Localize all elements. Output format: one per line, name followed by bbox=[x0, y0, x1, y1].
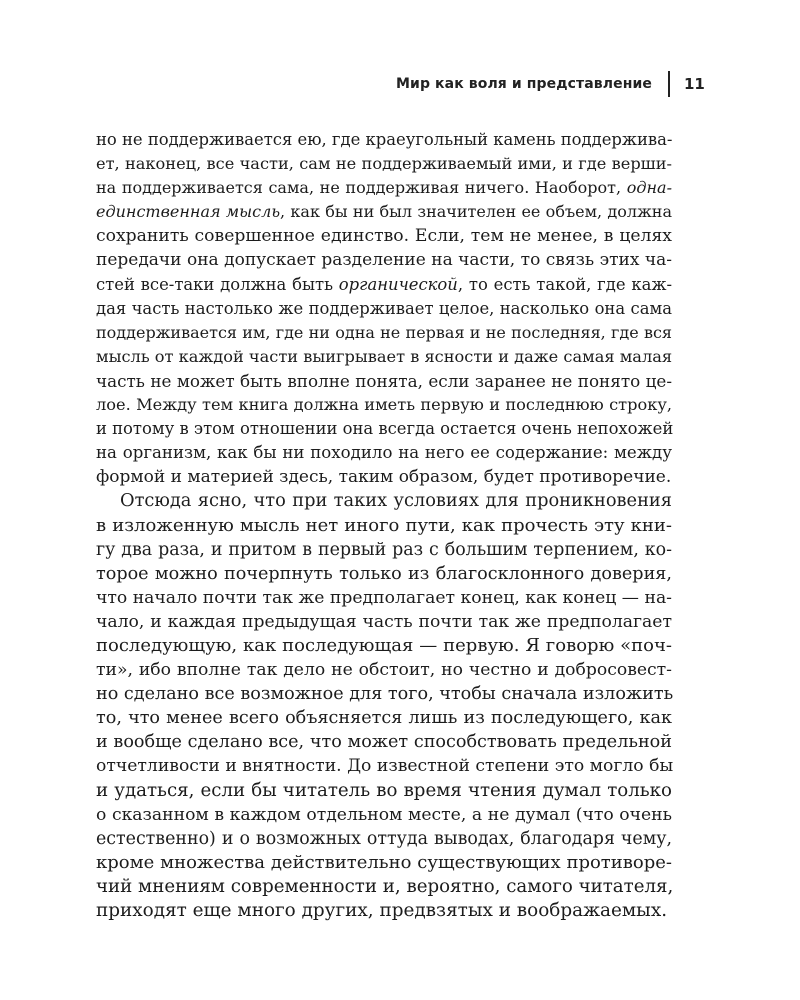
text-run: и потому в этом отношении она всегда остается очень непохожей bbox=[96, 419, 674, 439]
text-line bbox=[96, 176, 672, 200]
text-line bbox=[96, 489, 672, 513]
text-line bbox=[96, 538, 672, 562]
text-line bbox=[96, 803, 672, 827]
running-title: Мир как воля и представление bbox=[396, 76, 652, 92]
text-line bbox=[96, 610, 672, 634]
text-line bbox=[96, 224, 672, 248]
text-run: лое. Между тем книга должна иметь первую и последнюю строку, bbox=[96, 395, 672, 415]
text-run: сохранить совершенное единство. Если, тем не менее, в целях bbox=[96, 226, 672, 247]
text-line bbox=[96, 730, 672, 754]
text-line bbox=[96, 465, 672, 489]
text-line bbox=[96, 152, 672, 176]
text-line bbox=[96, 417, 672, 441]
text-line bbox=[96, 297, 672, 321]
paragraph bbox=[96, 489, 672, 923]
text-run: формой и материей здесь, таким образом, будет противоречие. bbox=[96, 467, 672, 488]
text-line bbox=[96, 562, 672, 586]
text-line bbox=[96, 658, 672, 682]
text-run: отчетливости и внятности. До известной степени это могло бы bbox=[96, 756, 674, 777]
text-run: то, что менее всего объясняется лишь из последующего, как bbox=[96, 708, 672, 729]
text-line bbox=[96, 514, 672, 538]
text-line bbox=[96, 682, 672, 706]
page-number: 11 bbox=[684, 75, 705, 93]
text-run: но сделано все возможное для того, чтобы сначала изложить bbox=[96, 684, 674, 705]
text-line bbox=[96, 441, 672, 465]
text-run: и удаться, если бы читатель во время чтения думал только bbox=[96, 779, 672, 801]
text-run: но не поддерживается ею, где краеугольный камень поддержива- bbox=[96, 130, 673, 149]
text-run: передачи она допускает разделение на части, то связь этих ча- bbox=[96, 250, 672, 271]
text-run: о сказанном в каждом отдельном месте, а не думал (что очень bbox=[96, 804, 672, 825]
text-line bbox=[96, 779, 672, 803]
text-line bbox=[96, 273, 672, 297]
text-line bbox=[96, 634, 672, 658]
text-run: на организм, как бы ни походило на него ее содержание: между bbox=[96, 443, 672, 463]
running-head bbox=[396, 70, 704, 98]
text-line bbox=[96, 393, 672, 417]
text-line bbox=[96, 706, 672, 730]
text-run: чало, и каждая предыдущая часть почти так же предполагает bbox=[96, 611, 672, 632]
italic-run: органической bbox=[338, 274, 458, 294]
text-line bbox=[96, 345, 672, 369]
text-run: поддерживается им, где ни одна не первая и не последняя, где вся bbox=[96, 322, 672, 342]
text-run: ти», ибо вполне так дело не обстоит, но честно и добросовест- bbox=[96, 660, 672, 681]
text-run: , как бы ни был значителен ее объем, должна bbox=[280, 202, 672, 222]
text-run: дая часть настолько же поддерживает целое, насколько она сама bbox=[96, 298, 672, 318]
text-run: мысль от каждой части выигрывает в ясности и даже самая малая bbox=[96, 346, 673, 366]
text-run: в изложенную мысль нет иного пути, как прочесть эту кни- bbox=[96, 514, 672, 536]
text-run: гу два раза, и притом в первый раз с большим терпением, ко- bbox=[96, 539, 672, 560]
text-run: торое можно почерпнуть только из благосклонного доверия, bbox=[96, 563, 672, 584]
text-line bbox=[96, 851, 672, 875]
italic-run: единственная мысль bbox=[96, 202, 281, 222]
text-run: и вообще сделано все, что может способствовать предельной bbox=[96, 732, 672, 753]
text-line bbox=[96, 875, 672, 899]
text-run: , то есть такой, где каж- bbox=[457, 274, 672, 294]
text-line bbox=[96, 128, 672, 152]
text-run: кроме множества действительно существующих противоре- bbox=[96, 851, 672, 873]
text-run: ет, наконец, все части, сам не поддерживаемый ими, и где верши- bbox=[96, 154, 672, 174]
text-run: Отсюда ясно, что при таких условиях для проникновения bbox=[120, 490, 672, 512]
text-run: чий мнениям современности и, вероятно, самого читателя, bbox=[96, 875, 674, 897]
text-run: последующую, как последующая — первую. Я говорю «поч- bbox=[96, 634, 672, 656]
text-run: что начало почти так же предполагает конец, как конец — на- bbox=[96, 587, 672, 608]
text-run: на поддерживается сама, не поддерживая ничего. Наоборот, bbox=[96, 178, 627, 198]
text-run: часть не может быть вполне понята, если заранее не понято це- bbox=[96, 370, 672, 391]
body-text bbox=[96, 128, 672, 923]
text-line bbox=[96, 200, 672, 224]
text-line bbox=[96, 899, 672, 923]
text-run: стей все-таки должна быть bbox=[96, 274, 339, 294]
text-line bbox=[96, 248, 672, 272]
italic-run: одна- bbox=[626, 178, 672, 198]
text-line bbox=[96, 827, 672, 851]
text-line bbox=[96, 586, 672, 610]
text-line bbox=[96, 321, 672, 345]
text-line bbox=[96, 754, 672, 778]
text-run: естественно) и о возможных оттуда выводах, благодаря чему, bbox=[96, 828, 672, 849]
text-run: приходят еще много других, предвзятых и воображаемых. bbox=[96, 900, 668, 921]
paragraph bbox=[96, 128, 672, 489]
text-line bbox=[96, 369, 672, 393]
